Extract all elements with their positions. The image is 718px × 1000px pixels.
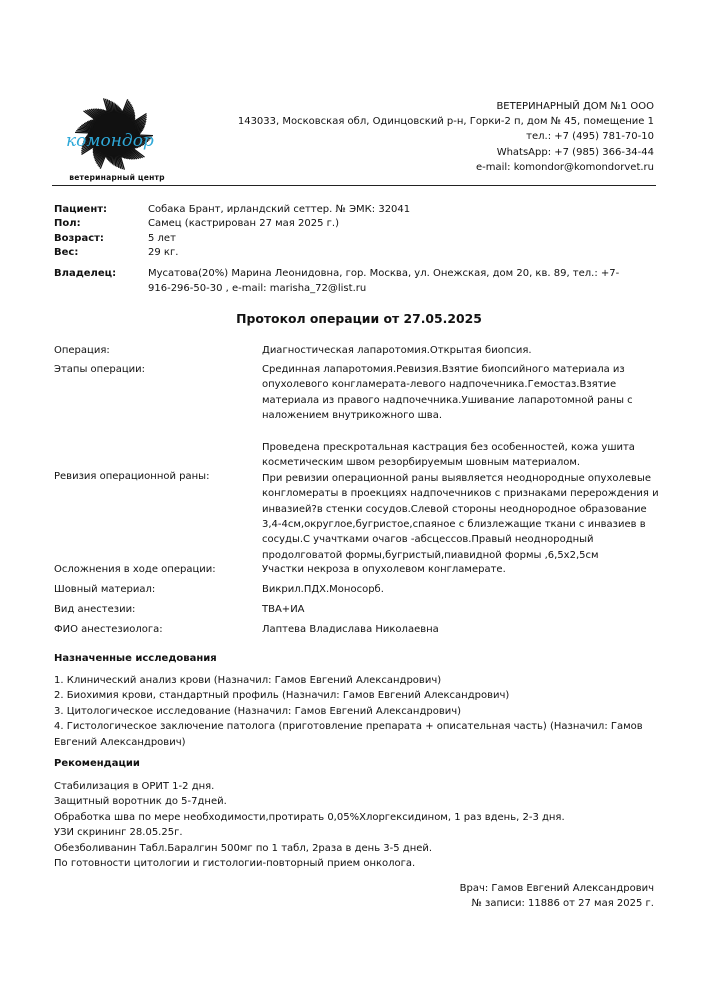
recommendation-item: Стабилизация в ОРИТ 1-2 дня. xyxy=(54,781,215,792)
wound-revision-value: Проведена прескротальная кастрация без особенностей, кожа ушита косметическим швом резорбируемым шовным материалом. При ревизии операционной раны выявляется неоднородные опухолевые конгломераты в проекциях надпочечников с признаками перерождения и инвазией?в стенки сосудов.Слевой стороны неоднородное образование 3,4-4см,округлое,бугристое,спаяное с близлежащие ткани с инвазиев в сосуды.С учачтками очагов -абсцессов.Правый неоднородный продолговатой формы,бугристый,пиавидной формы ,6,5х2,5см xyxy=(262,442,659,561)
stages-label: Этапы операции: xyxy=(54,364,146,375)
signature-block xyxy=(460,881,654,912)
suture-value: Викрил.ПДХ.Моносорб. xyxy=(262,584,384,595)
recommendations-list xyxy=(54,779,664,871)
recommendation-item: Защитный воротник до 5-7дней. xyxy=(54,796,227,808)
sex-value: Самец (кастрирован 27 мая 2025 г.) xyxy=(148,218,339,229)
suture-label: Шовный материал: xyxy=(54,584,156,595)
protocol-title: Протокол операции от 27.05.2025 xyxy=(236,311,482,326)
complications-label: Осложнения в ходе операции: xyxy=(54,564,216,575)
anesthesia-value: ТВА+ИА xyxy=(262,604,305,615)
study-item: 3. Цитологическое исследование (Назначил: Гамов Евгений Александрович) xyxy=(54,705,462,717)
wound-revision-label: Ревизия операционной раны: xyxy=(54,471,210,482)
logo-caption: ветеринарный центр xyxy=(69,173,165,182)
operation-value: Диагностическая лапаротомия.Открытая биопсия. xyxy=(262,345,532,356)
clinic-phone: тел.: +7 (495) 781-70-10 xyxy=(526,131,654,143)
recommendation-item: Обработка шва по мере необходимости,протирать 0,05%Хлоргексидином, 1 раз вдень, 2-3 дня. xyxy=(54,811,565,823)
clinic-logo xyxy=(52,94,182,186)
complications-value: Участки некроза в опухолевом конгламерате. xyxy=(262,564,506,575)
sex-label: Пол: xyxy=(54,218,81,229)
patient-label: Пациент: xyxy=(54,204,108,215)
age-value: 5 лет xyxy=(148,233,176,244)
clinic-email: e-mail: komondor@komondorvet.ru xyxy=(475,161,654,173)
record-number: № записи: 11886 от 27 мая 2025 г. xyxy=(471,898,654,910)
age-label: Возраст: xyxy=(54,233,104,244)
anesthesiologist-value: Лаптева Владислава Николаевна xyxy=(262,624,439,635)
doctor-name: Врач: Гамов Евгений Александрович xyxy=(459,883,654,894)
weight-label: Вес: xyxy=(54,247,79,258)
header-divider xyxy=(52,185,656,186)
owner-label: Владелец: xyxy=(54,268,117,279)
recommendation-item: По готовности цитологии и гистологии-повторный прием онколога. xyxy=(54,858,416,870)
studies-list xyxy=(54,673,664,750)
logo-burst-graphic xyxy=(52,94,182,174)
study-item: 4. Гистологическое заключение патолога (приготовление препарата + описательная часть) (Назначил: Гамов Евгений Александрович) xyxy=(54,721,643,748)
stages-value: Срединная лапаротомия.Ревизия.Взятие биопсийного материала из опухолевого конгламерата-левого надпочечника.Гемостаз.Взятие материала из правого надпочечника.Ушивание лапаротомной раны с наложением внутрикожного шва. xyxy=(262,364,633,422)
patient-value: Собака Брант, ирландский сеттер. № ЭМК: 32041 xyxy=(148,204,411,215)
clinic-name: ВЕТЕРИНАРНЫЙ ДОМ №1 ООО xyxy=(496,101,654,112)
owner-value: Мусатова(20%) Марина Леонидовна, гор. Москва, ул. Онежская, дом 20, кв. 89, тел.: +7-916-296-50-30 , e-mail: marisha_72@list.ru xyxy=(148,268,620,295)
recommendation-item: Обезболиванин Табл.Баралгин 500мг по 1 табл, 2раза в день 3-5 дней. xyxy=(54,842,433,854)
anesthesia-label: Вид анестезии: xyxy=(54,604,136,615)
logo-script-text: комондор xyxy=(66,131,154,151)
study-item: 1. Клинический анализ крови (Назначил: Гамов Евгений Александрович) xyxy=(54,675,442,686)
recommendation-item: УЗИ скрининг 28.05.25г. xyxy=(54,827,183,839)
clinic-address: 143033, Московская обл, Одинцовский р-н, Горки-2 п, дом № 45, помещение 1 xyxy=(237,116,654,128)
clinic-header xyxy=(238,99,654,175)
clinic-whatsapp: WhatsApp: +7 (985) 366-34-44 xyxy=(496,146,654,158)
study-item: 2. Биохимия крови, стандартный профиль (Назначил: Гамов Евгений Александрович) xyxy=(54,690,510,702)
weight-value: 29 кг. xyxy=(148,247,179,258)
anesthesiologist-label: ФИО анестезиолога: xyxy=(54,624,163,635)
studies-heading: Назначенные исследования xyxy=(54,653,217,664)
recommendations-heading: Рекомендации xyxy=(54,758,140,769)
operation-label: Операция: xyxy=(54,345,110,356)
